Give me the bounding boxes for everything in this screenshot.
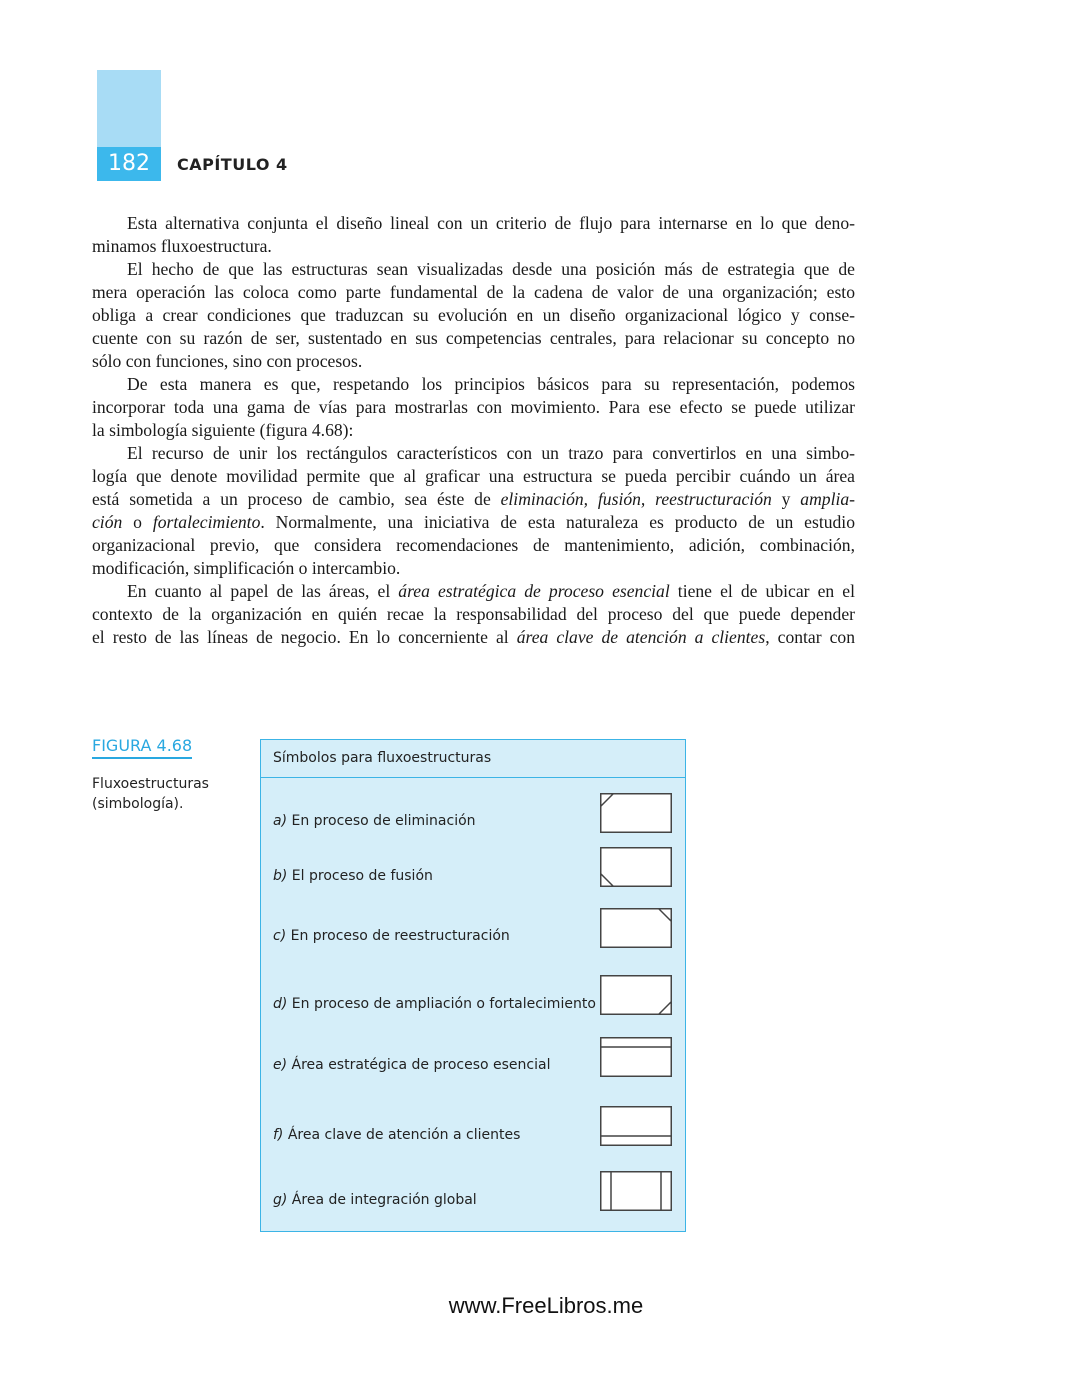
figure-item-label xyxy=(273,1127,520,1143)
text-segment: modificación, simplificación o intercambio. xyxy=(92,558,401,578)
text-line xyxy=(92,304,855,327)
item-text: En proceso de reestructuración xyxy=(286,928,510,944)
item-letter: a) xyxy=(273,813,288,829)
text-segment: Esta alternativa conjunta el diseño lineal con un criterio de flujo para internarse en lo que deno- xyxy=(127,213,855,233)
text-line xyxy=(92,465,855,488)
item-letter: e) xyxy=(273,1057,288,1073)
italic-text: fortalecimiento xyxy=(152,512,261,532)
text-line xyxy=(92,442,855,465)
text-line xyxy=(92,327,855,350)
text-line xyxy=(92,511,855,534)
text-line xyxy=(92,373,855,396)
text-line xyxy=(92,212,855,235)
italic-text: área clave de atención a clientes xyxy=(516,627,766,647)
text-line xyxy=(92,281,855,304)
text-segment: organizacional previo, que considera recomendaciones de mantenimiento, adición, combinación, xyxy=(92,535,855,555)
top-band-symbol-icon xyxy=(600,1037,672,1077)
text-segment: incorporar toda una gama de vías para mostrarlas con movimiento. Para ese efecto se puede utilizar xyxy=(92,397,855,417)
text-segment: sólo con funciones, sino con procesos. xyxy=(92,351,363,371)
item-letter: f) xyxy=(273,1127,284,1143)
corner-top-left-symbol-icon xyxy=(600,793,672,833)
figure-box xyxy=(260,739,686,1232)
figure-item-label xyxy=(273,928,510,944)
text-segment: tiene el de ubicar en el xyxy=(669,581,855,601)
item-letter: g) xyxy=(273,1192,288,1208)
text-segment: cuente con su razón de ser, sustentado en sus competencias centrales, para relacionar su concepto no xyxy=(92,328,855,348)
text-segment: la simbología siguiente (figura 4.68): xyxy=(92,420,354,440)
text-line xyxy=(92,534,855,557)
bottom-band-symbol-icon xyxy=(600,1106,672,1146)
text-segment: , contar con xyxy=(765,627,855,647)
text-line xyxy=(92,626,855,649)
text-segment: el resto de las líneas de negocio. En lo concerniente al xyxy=(92,627,517,647)
text-segment: En cuanto al papel de las áreas, el xyxy=(127,581,399,601)
figure-item-label xyxy=(273,996,596,1012)
text-line xyxy=(92,419,855,442)
text-line xyxy=(92,603,855,626)
item-text: Área de integración global xyxy=(287,1192,477,1208)
italic-text: amplia- xyxy=(800,489,855,509)
italic-text: ción xyxy=(92,512,123,532)
figure-item-label xyxy=(273,1057,550,1073)
italic-text: eliminación, fusión, reestructuración xyxy=(500,489,772,509)
text-line xyxy=(92,557,855,580)
figure-caption: Fluxoestructuras (simbología). xyxy=(92,776,209,812)
text-segment: logía que denote movilidad permite que al graficar una estructura se pueda percibir cuándo un área xyxy=(92,466,855,486)
text-segment: El hecho de que las estructuras sean visualizadas desde una posición más de estrategia que de xyxy=(127,259,855,279)
item-text: El proceso de fusión xyxy=(287,868,433,884)
page-number: 182 xyxy=(97,147,161,181)
chapter-heading: CAPÍTULO 4 xyxy=(177,155,288,174)
body-text xyxy=(92,212,855,649)
item-text: Área estratégica de proceso esencial xyxy=(287,1057,551,1073)
text-segment: . Normalmente, una iniciativa de esta naturaleza es producto de un estudio xyxy=(260,512,855,532)
figure-item-label xyxy=(273,813,476,829)
text-segment: De esta manera es que, respetando los principios básicos para su representación, podemos xyxy=(127,374,855,394)
item-text: En proceso de ampliación o fortalecimiento xyxy=(287,996,596,1012)
side-bands-symbol-icon xyxy=(600,1171,672,1211)
text-segment: El recurso de unir los rectángulos característicos con un trazo para convertirlos en una simbo- xyxy=(127,443,855,463)
item-letter: d) xyxy=(273,996,288,1012)
corner-top-right-symbol-icon xyxy=(600,908,672,948)
text-segment: contexto de la organización en quién recae la responsabilidad del proceso del que puede depender xyxy=(92,604,855,624)
corner-bottom-left-symbol-icon xyxy=(600,847,672,887)
text-line xyxy=(92,488,855,511)
item-text: En proceso de eliminación xyxy=(287,813,476,829)
item-letter: c) xyxy=(273,928,287,944)
text-segment: obliga a crear condiciones que traduzcan su evolución en un diseño organizacional lógico y conse- xyxy=(92,305,855,325)
text-line xyxy=(92,396,855,419)
figure-item-label xyxy=(273,868,433,884)
text-segment: está sometida a un proceso de cambio, sea éste de xyxy=(92,489,501,509)
figure-title: Símbolos para fluxoestructuras xyxy=(261,740,685,778)
figure-item-label xyxy=(273,1192,477,1208)
text-line xyxy=(92,350,855,373)
page-tab-decoration xyxy=(97,70,161,147)
corner-bottom-right-symbol-icon xyxy=(600,975,672,1015)
footer-url[interactable]: www.FreeLibros.me xyxy=(448,1293,644,1318)
figure-label: FIGURA 4.68 xyxy=(92,736,192,759)
text-segment: y xyxy=(771,489,801,509)
text-line xyxy=(92,235,855,258)
text-segment: mera operación las coloca como parte fundamental de la cadena de valor de una organización; esto xyxy=(92,282,855,302)
item-letter: b) xyxy=(273,868,288,884)
text-segment: minamos fluxoestructura. xyxy=(92,236,272,256)
italic-text: área estratégica de proceso esencial xyxy=(398,581,670,601)
text-segment: o xyxy=(122,512,153,532)
text-line xyxy=(92,580,855,603)
text-line xyxy=(92,258,855,281)
item-text: Área clave de atención a clientes xyxy=(283,1127,521,1143)
